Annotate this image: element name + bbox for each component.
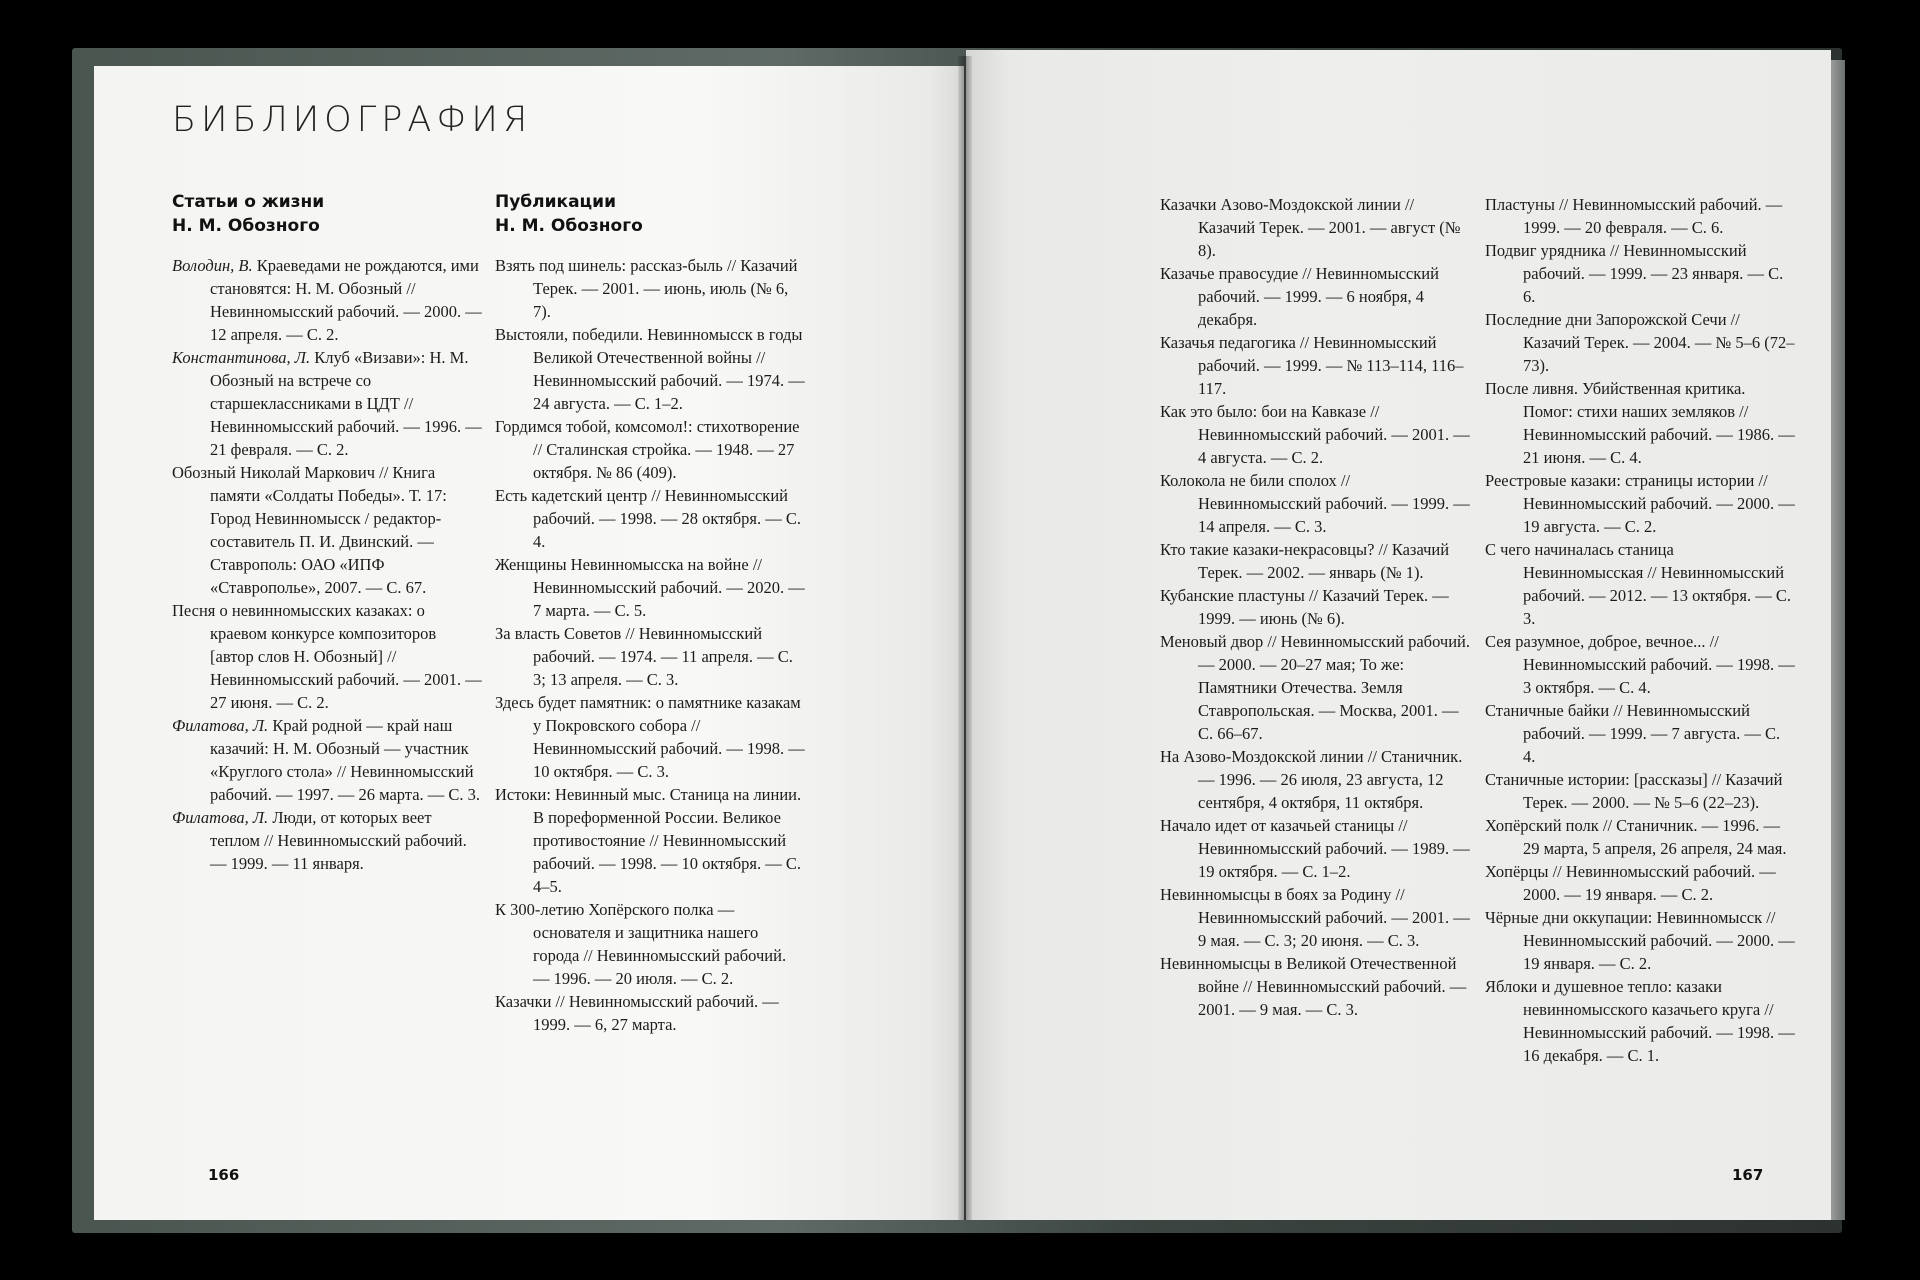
entry-text: Сея разумное, доброе, вечное... // Невинномысский рабочий. — 1998. — 3 октября. — С. 4. (1485, 632, 1795, 697)
bibliography-entry (1160, 814, 1470, 883)
bibliography-entry (1485, 469, 1795, 538)
bibliography-entry (1485, 630, 1795, 699)
entry-text: Взять под шинель: рассказ-быль // Казачий Терек. — 2001. — июнь, июль (№ 6, 7). (495, 256, 798, 321)
bibliography-entry (1485, 768, 1795, 814)
bibliography-entry (1485, 814, 1795, 860)
entry-list (495, 254, 805, 1036)
bibliography-entry (495, 254, 805, 323)
bibliography-entry (1160, 400, 1470, 469)
bibliography-entry (1485, 308, 1795, 377)
bibliography-entry (172, 461, 482, 599)
entry-text: Станичные истории: [рассказы] // Казачий Терек. — 2000. — № 5–6 (22–23). (1485, 770, 1783, 812)
bibliography-entry (1485, 975, 1795, 1067)
book-gutter (958, 56, 972, 1220)
bibliography-entry (495, 898, 805, 990)
bibliography-entry (1160, 262, 1470, 331)
entry-text: Чёрные дни оккупации: Невинномысск // Невинномысский рабочий. — 2000. — 19 января. — С. 2. (1485, 908, 1795, 973)
bibliography-entry (1485, 239, 1795, 308)
heading-line: Н. М. Обозного (495, 216, 643, 236)
bibliography-entry (495, 553, 805, 622)
entry-text: За власть Советов // Невинномысский рабочий. — 1974. — 11 апреля. — С. 3; 13 апреля. — С. 3. (495, 624, 793, 689)
bibliography-entry (495, 691, 805, 783)
bibliography-entry (495, 622, 805, 691)
entry-text: Выстояли, победили. Невинномысск в годы Великой Отечественной войны // Невинномысский рабочий. — 1974. — 24 августа. — С. 1–2. (495, 325, 805, 413)
entry-text: Подвиг урядника // Невинномысский рабочий. — 1999. — 23 января. — С. 6. (1485, 241, 1784, 306)
entry-text: Кто такие казаки-некрасовцы? // Казачий Терек. — 2002. — январь (№ 1). (1160, 540, 1450, 582)
entry-list (172, 254, 482, 875)
bibliography-entry (172, 346, 482, 461)
bibliography-entry (495, 415, 805, 484)
right-column-2 (1485, 193, 1795, 1067)
bibliography-entry (172, 599, 482, 714)
column-heading (172, 190, 482, 238)
entry-text: Здесь будет памятник: о памятнике казакам у Покровского собора // Невинномысский рабочий. — 1998. — 10 октября. — С. 3. (495, 693, 805, 781)
bibliography-entry (1160, 193, 1470, 262)
entry-text: Последние дни Запорожской Сечи // Казачий Терек. — 2004. — № 5–6 (72–73). (1485, 310, 1795, 375)
entry-text: Колокола не били сполох // Невинномысский рабочий. — 1999. — 14 апреля. — С. 3. (1160, 471, 1470, 536)
bibliography-entry (1160, 745, 1470, 814)
entry-text: Обозный Николай Маркович // Книга памяти «Солдаты Победы». Т. 17: Город Невинномысск / редактор-составитель П. И. Двинский. — Ставрополь: ОАО «ИПФ «Ставрополье», 2007. — С. 67. (172, 463, 447, 597)
bibliography-entry (495, 323, 805, 415)
entry-text: Казачки // Невинномысский рабочий. — 1999. — 6, 27 марта. (495, 992, 779, 1034)
entry-text: Казачья педагогика // Невинномысский рабочий. — 1999. — № 113–114, 116–117. (1160, 333, 1464, 398)
entry-text: Хопёрский полк // Станичник. — 1996. — 29 марта, 5 апреля, 26 апреля, 24 мая. (1485, 816, 1787, 858)
entry-text: Казачье правосудие // Невинномысский рабочий. — 1999. — 6 ноября, 4 декабря. (1160, 264, 1439, 329)
entry-text: Кубанские пластуны // Казачий Терек. — 1999. — июнь (№ 6). (1160, 586, 1449, 628)
bibliography-entry (1485, 906, 1795, 975)
entry-author: Филатова, Л. (172, 808, 269, 827)
page-title: БИБЛИОГРАФИЯ (172, 100, 533, 140)
entry-text: Невинномысцы в Великой Отечественной войне // Невинномысский рабочий. — 2001. — 9 мая. — С. 3. (1160, 954, 1467, 1019)
entry-text: Песня о невинномысских казаках: о краевом конкурсе композиторов [автор слов Н. Обозный] // Невинномысский рабочий. — 2001. — 27 июня. — С. 2. (172, 601, 482, 712)
left-column-articles (172, 190, 482, 875)
entry-text: Истоки: Невинный мыс. Станица на линии. В пореформенной России. Великое противостояние // Невинномысский рабочий. — 1998. — 10 октября. — С. 4–5. (495, 785, 802, 896)
bibliography-entry (172, 714, 482, 806)
entry-text: Невинномысцы в боях за Родину // Невинномысский рабочий. — 2001. — 9 мая. — С. 3; 20 июня. — С. 3. (1160, 885, 1470, 950)
bibliography-entry (1160, 630, 1470, 745)
entry-text: Хопёрцы // Невинномысский рабочий. — 2000. — 19 января. — С. 2. (1485, 862, 1776, 904)
entry-text: Женщины Невинномысска на войне // Невинномысский рабочий. — 2020. — 7 марта. — С. 5. (495, 555, 805, 620)
entry-author: Константинова, Л. (172, 348, 311, 367)
entry-text: Есть кадетский центр // Невинномысский рабочий. — 1998. — 28 октября. — С. 4. (495, 486, 801, 551)
entry-text: На Азово-Моздокской линии // Станичник. — 1996. — 26 июля, 23 августа, 12 сентября, 4 октября, 11 октября. (1160, 747, 1463, 812)
entry-text: С чего начиналась станица Невинномысская // Невинномысский рабочий. — 2012. — 13 октября. — С. 3. (1485, 540, 1791, 628)
column-heading (495, 190, 805, 238)
heading-line: Публикации (495, 192, 616, 212)
bibliography-entry (1160, 538, 1470, 584)
entry-author: Филатова, Л. (172, 716, 269, 735)
bibliography-entry (1160, 952, 1470, 1021)
entry-text: Начало идет от казачьей станицы // Невинномысский рабочий. — 1989. — 19 октября. — С. 1–2. (1160, 816, 1470, 881)
right-column-1 (1160, 193, 1470, 1021)
entry-text: Люди, от которых веет теплом // Невинномысский рабочий. — 1999. — 11 января. (210, 808, 467, 873)
entry-text: Край родной — край наш казачий: Н. М. Обозный — участник «Круглого стола» // Невинномысский рабочий. — 1997. — 26 марта. — С. 3. (210, 716, 481, 804)
bibliography-entry (1160, 584, 1470, 630)
entry-author: Володин, В. (172, 256, 253, 275)
bibliography-entry (1160, 883, 1470, 952)
bibliography-entry (1485, 377, 1795, 469)
entry-text: Меновый двор // Невинномысский рабочий. — 2000. — 20–27 мая; То же: Памятники Отечества. Земля Ставропольская. — Москва, 2001. — С. 66–67. (1160, 632, 1470, 743)
entry-list (1485, 193, 1795, 1067)
entry-text: Станичные байки // Невинномысский рабочий. — 1999. — 7 августа. — С. 4. (1485, 701, 1781, 766)
entry-text: Казачки Азово-Моздокской линии // Казачий Терек. — 2001. — август (№ 8). (1160, 195, 1461, 260)
bibliography-entry (1485, 538, 1795, 630)
bibliography-entry (172, 806, 482, 875)
entry-text: Клуб «Визави»: Н. М. Обозный на встрече со старшеклассниками в ЦДТ // Невинномысский рабочий. — 1996. — 21 февраля. — С. 2. (210, 348, 482, 459)
entry-text: Реестровые казаки: страницы истории // Невинномысский рабочий. — 2000. — 19 августа. — С. 2. (1485, 471, 1795, 536)
page-number-right: 167 (1732, 1166, 1764, 1184)
entry-text: Краеведами не рождаются, ими становятся: Н. М. Обозный // Невинномысский рабочий. — 2000. — 12 апреля. — С. 2. (210, 256, 482, 344)
page-number-left: 166 (208, 1166, 240, 1184)
bibliography-entry (1485, 860, 1795, 906)
heading-line: Статьи о жизни (172, 192, 325, 212)
bibliography-entry (1160, 469, 1470, 538)
bibliography-entry (495, 484, 805, 553)
bibliography-entry (495, 783, 805, 898)
heading-line: Н. М. Обозного (172, 216, 320, 236)
entry-text: Пластуны // Невинномысский рабочий. — 1999. — 20 февраля. — С. 6. (1485, 195, 1783, 237)
bibliography-entry (1485, 193, 1795, 239)
entry-text: После ливня. Убийственная критика. Помог: стихи наших земляков // Невинномысский рабочий. — 1986. — 21 июня. — С. 4. (1485, 379, 1795, 467)
bibliography-entry (1485, 699, 1795, 768)
entry-text: Гордимся тобой, комсомол!: стихотворение // Сталинская стройка. — 1948. — 27 октября. № 86 (409). (495, 417, 800, 482)
bibliography-entry (1160, 331, 1470, 400)
left-column-publications (495, 190, 805, 1036)
entry-text: Яблоки и душевное тепло: казаки невинномысского казачьего круга // Невинномысский рабочий. — 1998. — 16 декабря. — С. 1. (1485, 977, 1795, 1065)
bibliography-entry (495, 990, 805, 1036)
entry-text: К 300-летию Хопёрского полка — основателя и защитника нашего города // Невинномысский рабочий. — 1996. — 20 июля. — С. 2. (495, 900, 787, 988)
entry-text: Как это было: бои на Кавказе // Невинномысский рабочий. — 2001. — 4 августа. — С. 2. (1160, 402, 1470, 467)
bibliography-entry (172, 254, 482, 346)
entry-list (1160, 193, 1470, 1021)
page-edges (1831, 60, 1845, 1220)
